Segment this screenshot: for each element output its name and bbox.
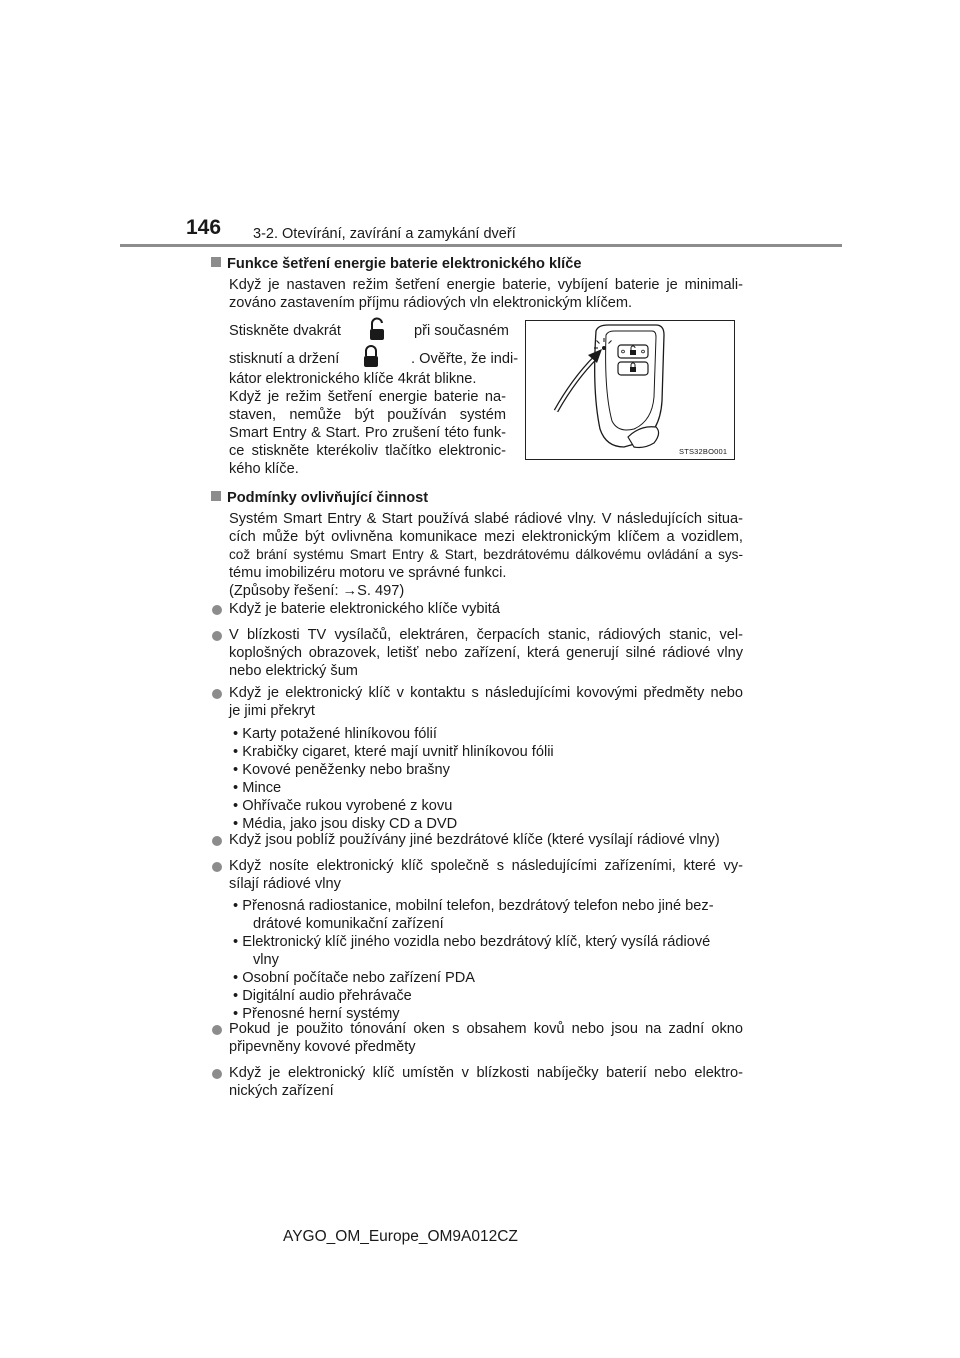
bullet-battery-low — [229, 600, 743, 618]
text-line: kého klíče. — [229, 461, 299, 477]
text-part: Stiskněte dvakrát — [229, 323, 341, 339]
section-heading-conditions — [211, 490, 428, 506]
text-part: . Ověřte, že indi- — [411, 351, 519, 367]
text-part: při současném — [414, 323, 509, 339]
list-item: • Kovové peněženky nebo brašny — [229, 762, 450, 778]
bullet-metal-objects — [229, 684, 743, 720]
bullet-icon — [212, 862, 222, 872]
text-line: je jimi překryt — [229, 703, 315, 719]
heading-text: Podmínky ovlivňující činnost — [227, 490, 429, 506]
bullet-strong-radio — [229, 626, 743, 680]
text-line: (Způsoby řešení: →S. 497) — [229, 583, 405, 599]
text-line: Když je režim šetření energie baterie na- — [229, 389, 506, 405]
key-illustration — [525, 320, 735, 460]
metal-objects-list — [229, 725, 554, 833]
text-line: Když je elektronický klíč umístěn v blízkosti nabíječky baterií nebo elektro- — [229, 1065, 743, 1081]
list-item: • Elektronický klíč jiného vozidla nebo bezdrátový klíč, který vysílá rádiové — [229, 934, 711, 950]
heading-square-icon — [211, 257, 221, 267]
list-item: • Krabičky cigaret, které mají uvnitř hliníkovou fólii — [229, 744, 554, 760]
electronic-key-icon — [526, 321, 734, 459]
conditions-intro — [229, 510, 743, 600]
list-item: • Přenosná radiostanice, mobilní telefon, bezdrátový telefon nebo jiné bez- — [229, 898, 714, 914]
text-line: Systém Smart Entry & Start používá slabé rádiové vlny. V následujících situa- — [229, 511, 743, 527]
bullet-window-tint — [229, 1020, 743, 1056]
lock-icon — [362, 344, 380, 375]
text-line: staven, nemůže být používán systém — [229, 407, 506, 423]
list-item: • Digitální audio přehrávače — [229, 988, 412, 1004]
text-line: připevněny kovové předměty — [229, 1039, 416, 1055]
bullet-icon — [212, 605, 222, 615]
figure-code: STS32BO001 — [679, 447, 728, 456]
text-line: Smart Entry & Start. Pro zrušení této funk- — [229, 425, 506, 441]
list-item-continuation: vlny — [253, 952, 279, 968]
text-line: Když je baterie elektronického klíče vybitá — [229, 601, 500, 617]
text-line: nebo elektrický šum — [229, 663, 358, 679]
bullet-icon — [212, 689, 222, 699]
section-heading-battery-saving — [211, 256, 581, 272]
text-line: Když jsou poblíž používány jiné bezdrátové klíče (které vysílají rádiové vlny) — [229, 832, 720, 848]
list-item: • Ohřívače rukou vyrobené z kovu — [229, 798, 453, 814]
bullet-icon — [212, 1069, 222, 1079]
heading-square-icon — [211, 491, 221, 501]
list-item: • Karty potažené hliníkovou fólií — [229, 726, 437, 742]
bullet-devices — [229, 857, 743, 893]
text-line: Pokud je použito tónování oken s obsahem kovů nebo jsou na zadní okno — [229, 1021, 743, 1037]
list-item: • Přenosné herní systémy — [229, 1006, 400, 1022]
text-line: Když nosíte elektronický klíč společně s následujícími zařízeními, které vy- — [229, 858, 743, 874]
list-item-continuation: drátové komunikační zařízení — [253, 916, 444, 932]
heading-text: Funkce šetření energie baterie elektronického klíče — [227, 256, 582, 272]
text-line: Když je elektronický klíč v kontaktu s následujícími kovovými předměty nebo — [229, 685, 743, 701]
battery-saving-instructions — [229, 322, 519, 478]
bullet-other-keys — [229, 831, 743, 849]
text-line: kátor elektronického klíče 4krát blikne. — [229, 371, 477, 387]
bullet-charger — [229, 1064, 743, 1100]
devices-list — [229, 897, 714, 1023]
list-item: • Osobní počítače nebo zařízení PDA — [229, 970, 476, 986]
text-line: cích může být ovlivněna komunikace mezi elektronickým klíčem a vozidlem, — [229, 529, 743, 545]
page-number: 146 — [186, 216, 222, 239]
text-line: koplošných obrazovek, letišť nebo zařízení, která generují silné rádiové vlny — [229, 645, 743, 661]
battery-saving-intro — [229, 276, 743, 312]
text-line: ce stiskněte kterékoliv tlačítko elektronic- — [229, 443, 506, 459]
text-part: stisknutí a držení — [229, 351, 340, 367]
bullet-icon — [212, 631, 222, 641]
bullet-icon — [212, 836, 222, 846]
text-line: sílají rádiové vlny — [229, 876, 341, 892]
header-rule — [120, 244, 842, 247]
text-line: zováno zastavením příjmu rádiových vln elektronickým klíčem. — [229, 295, 633, 311]
text-line: V blízkosti TV vysílačů, elektráren, čerpacích stanic, rádiových stanic, vel- — [229, 627, 743, 643]
section-title: 3-2. Otevírání, zavírání a zamykání dveří — [253, 226, 516, 242]
bullet-icon — [212, 1025, 222, 1035]
document-id-footer: AYGO_OM_Europe_OM9A012CZ — [283, 1228, 518, 1245]
instruction-line-2 — [229, 346, 519, 370]
text-line: Když je nastaven režim šetření energie baterie, vybíjení baterie je minimali- — [229, 277, 743, 293]
list-item: • Mince — [229, 780, 282, 796]
text-line: což brání systému Smart Entry & Start, bezdrátovému dálkovému ovládání a sys- — [229, 547, 743, 562]
instruction-line-1 — [229, 322, 509, 346]
text-line: nických zařízení — [229, 1083, 334, 1099]
text-line: tému imobilizéru motoru ve správné funkci. — [229, 565, 507, 581]
list-item: • Média, jako jsou disky CD a DVD — [229, 816, 458, 832]
